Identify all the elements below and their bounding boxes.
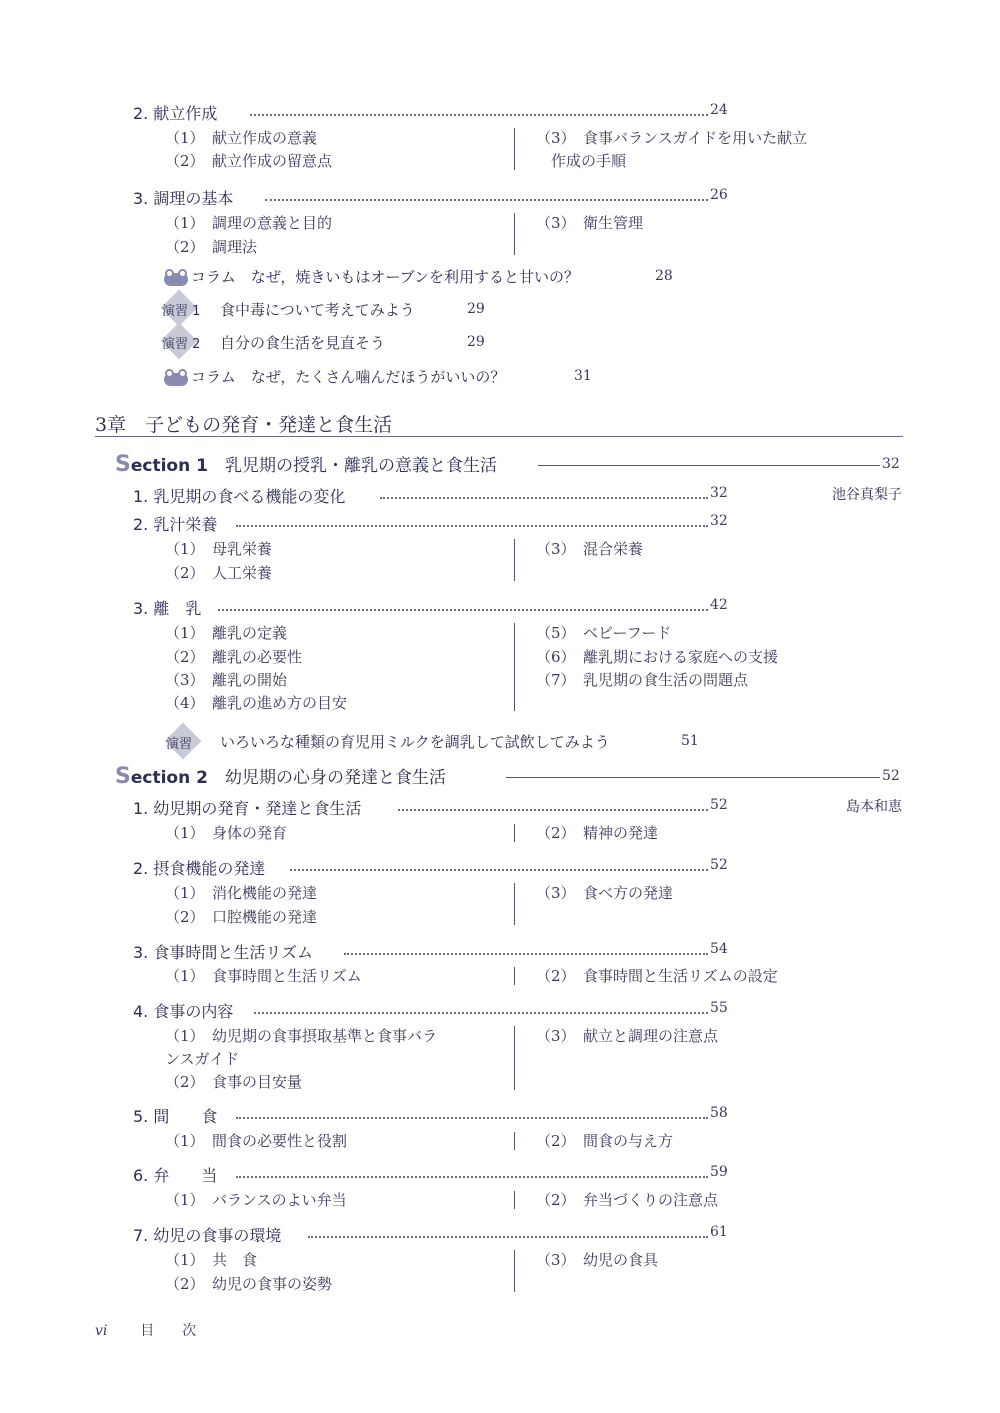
list-item: （2） 間食の与え方 [536,1132,674,1150]
page-footer [95,1320,196,1340]
list-item: （2） 精神の発達 [536,824,659,842]
exercise-badge: 演習 1 [158,300,204,319]
list-item: （2） 食事の目安量 [165,1073,303,1091]
leader-dots [398,809,708,811]
column-divider [514,883,515,925]
page-number: 54 [710,941,728,957]
section-title: 乳児期の授乳・離乳の意義と食生活 [224,456,497,476]
column-text: コラム なぜ，焼きいもはオーブンを利用すると甘いの？ [191,268,580,286]
heading-kondate: 2. 献立作成 [133,104,218,123]
list-item: （1） 離乳の定義 [165,624,288,642]
heading: 1. 乳児期の食べる機能の変化 [133,487,346,506]
list-item: （4） 離乳の進め方の目安 [165,694,348,712]
list-item: （1） 調理の意義と目的 [165,214,333,232]
list-item: （2） 調理法 [165,238,258,256]
page-number: 32 [710,513,728,529]
list-item: （2） 幼児の食事の姿勢 [165,1275,333,1293]
column-divider [514,1250,515,1292]
page-number: 51 [681,733,699,749]
author: 池谷真梨子 [832,487,902,503]
page-number: 26 [710,187,728,203]
section-heading: Section 1 乳児期の授乳・離乳の意義と食生活 [115,452,497,477]
column-divider [514,128,515,170]
list-item: （2） 口腔機能の発達 [165,908,318,926]
leader-dots [236,1176,708,1178]
footer-label: 目 次 [140,1323,197,1339]
column-divider [514,1132,515,1150]
heading: 7. 幼児の食事の環境 [133,1226,282,1245]
list-item: （5） ベビーフード [536,624,672,642]
list-item: （3） 衛生管理 [536,214,644,232]
leader-dots [250,114,708,116]
section-title: 幼児期の心身の発達と食生活 [224,768,446,788]
column-divider [514,539,515,581]
list-item: （3） 混合栄養 [536,540,644,558]
column-divider [514,824,515,842]
list-item: （3） 離乳の開始 [165,671,288,689]
leader-dots [265,199,708,201]
list-item: （1） 身体の発育 [165,824,288,842]
column-divider [514,213,515,255]
frog-icon [163,269,189,287]
leader-dots [218,609,708,611]
list-item: （3） 食べ方の発達 [536,884,674,902]
page-number: 32 [710,485,728,501]
column-text: コラム なぜ，たくさん噛んだほうがいいの？ [191,368,506,386]
page-number: 32 [882,456,900,472]
exercise-text: 食中毒について考えてみよう [220,301,415,319]
author: 島本和恵 [846,799,902,815]
page-number: 52 [882,768,900,784]
list-item: ンスガイド [165,1050,240,1068]
heading: 3. 離 乳 [133,599,202,618]
page-number: 58 [710,1105,728,1121]
page-number: 52 [710,857,728,873]
list-item: （1） 共 食 [165,1251,258,1269]
list-item: （3） 幼児の食具 [536,1251,659,1269]
list-item: （2） 食事時間と生活リズムの設定 [536,967,778,985]
heading-chori: 3. 調理の基本 [133,189,234,208]
leader-dots [236,525,708,527]
page-number: 55 [710,1000,728,1016]
leader-dots [308,1236,708,1238]
list-item: 作成の手順 [551,152,627,170]
page-number: 52 [710,797,728,813]
list-item: （2） 離乳の必要性 [165,648,303,666]
page-number: 59 [710,1164,728,1180]
footer-page-number: vi [95,1323,108,1339]
page-number: 29 [467,334,485,350]
heading: 4. 食事の内容 [133,1002,234,1021]
list-item: （1） 母乳栄養 [165,540,273,558]
exercise-text: 自分の食生活を見直そう [220,334,386,352]
heading: 2. 乳汁栄養 [133,515,218,534]
page-number: 61 [710,1224,728,1240]
section-rule [538,465,880,466]
list-item: （2） 献立作成の留意点 [165,152,333,170]
leader-dots [344,953,708,955]
column-divider [514,1191,515,1209]
exercise-text: いろいろな種類の育児用ミルクを調乳して試飲してみよう [220,733,610,751]
leader-dots [290,869,708,871]
leader-dots [380,497,708,499]
exercise-badge: 演習 2 [158,333,204,352]
list-item: （1） 献立作成の意義 [165,129,318,147]
list-item: （1） 幼児期の食事摂取基準と食事バラ [165,1027,438,1045]
section-heading: Section 2 幼児期の心身の発達と食生活 [115,764,446,789]
heading: 5. 間 食 [133,1107,218,1126]
heading: 2. 摂食機能の発達 [133,859,266,878]
chapter-rule [95,436,903,437]
list-item: （1） バランスのよい弁当 [165,1191,347,1209]
leader-dots [254,1012,708,1014]
column-entry [163,266,579,287]
page-number: 28 [655,268,673,284]
heading: 1. 幼児期の発育・発達と食生活 [133,799,362,818]
list-item: （3） 食事バランスガイドを用いた献立 [536,129,808,147]
list-item: （1） 食事時間と生活リズム [165,967,362,985]
list-item: （7） 乳児期の食生活の問題点 [536,671,749,689]
column-divider [514,1026,515,1090]
list-item: （2） 人工栄養 [165,564,273,582]
page-number: 42 [710,597,728,613]
frog-icon [163,369,189,387]
list-item: （1） 間食の必要性と役割 [165,1132,348,1150]
page-number: 29 [467,301,485,317]
column-entry [163,366,505,387]
page-number: 31 [574,368,592,384]
leader-dots [236,1117,708,1119]
list-item: （1） 消化機能の発達 [165,884,318,902]
page-number: 24 [710,102,728,118]
exercise-badge: 演習 [162,733,196,752]
heading: 6. 弁 当 [133,1166,218,1185]
list-item: （3） 献立と調理の注意点 [536,1027,719,1045]
heading: 3. 食事時間と生活リズム [133,943,314,962]
column-divider [514,967,515,985]
column-divider [514,623,515,711]
chapter-title: 3章 子どもの発育・発達と食生活 [95,414,393,436]
list-item: （2） 弁当づくりの注意点 [536,1191,719,1209]
section-rule [506,777,880,778]
list-item: （6） 離乳期における家庭への支援 [536,648,779,666]
